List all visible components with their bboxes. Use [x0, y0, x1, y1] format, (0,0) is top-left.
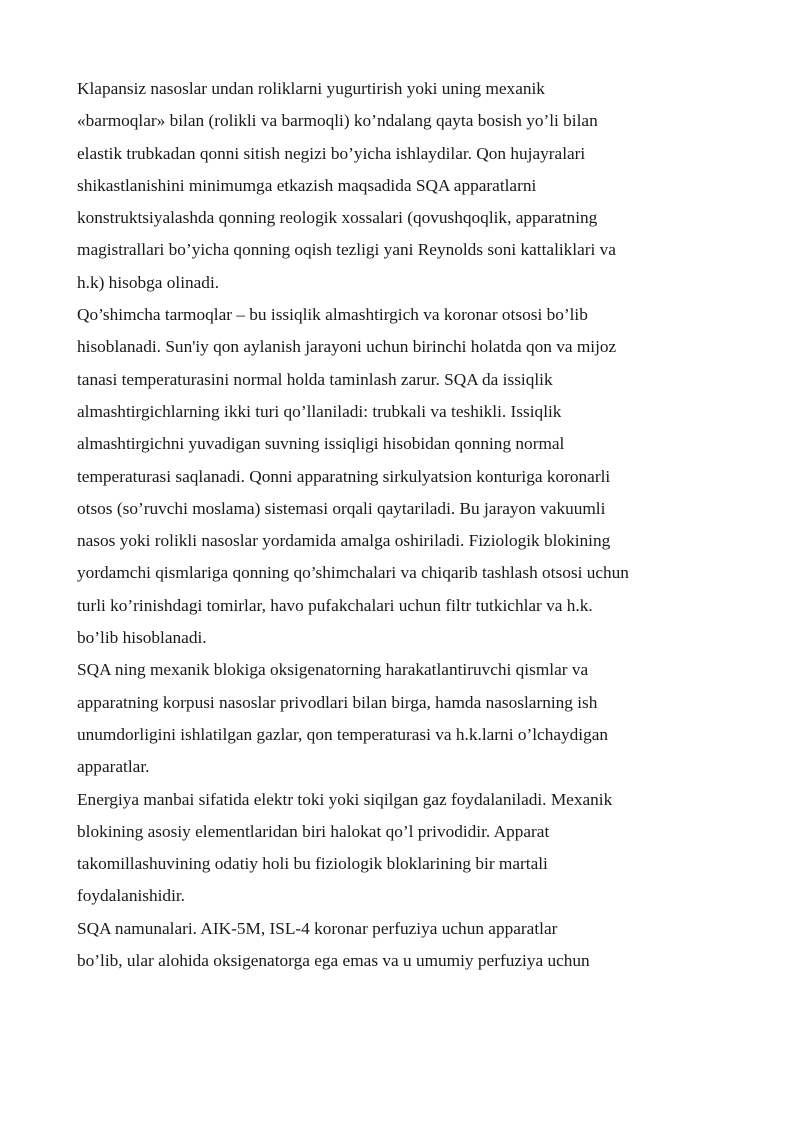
text-line: almashtirgichlarning ikki turi qo’llaniladi: trubkali va teshikli. Issiqlik: [77, 401, 562, 421]
text-line: magistrallari bo’yicha qonning oqish tezligi yani Reynolds soni kattaliklari va: [77, 240, 616, 260]
body-text: [77, 73, 697, 977]
text-line: nasos yoki rolikli nasoslar yordamida amalga oshiriladi. Fiziologik blokining: [77, 531, 611, 551]
text-line: SQA ning mexanik blokiga oksigenatorning harakatlantiruvchi qismlar va: [77, 660, 589, 680]
text-line: Energiya manbai sifatida elektr toki yoki siqilgan gaz foydalaniladi. Mexanik: [77, 789, 613, 809]
text-line: elastik trubkadan qonni sitish negizi bo’yicha ishlaydilar. Qon hujayralari: [77, 143, 586, 163]
text-line: bo’lib, ular alohida oksigenatorga ega emas va u umumiy perfuziya uchun: [77, 951, 590, 971]
text-line: shikastlanishini minimumga etkazish maqsadida SQA apparatlarni: [77, 175, 537, 195]
text-line: h.k) hisobga olinadi.: [77, 272, 220, 292]
text-line: unumdorligini ishlatilgan gazlar, qon temperaturasi va h.k.larni o’lchaydigan: [77, 724, 609, 744]
text-line: temperaturasi saqlanadi. Qonni apparatning sirkulyatsion konturiga koronarli: [77, 466, 611, 486]
text-line: apparatlar.: [77, 757, 150, 777]
text-line: tanasi temperaturasini normal holda taminlash zarur. SQA da issiqlik: [77, 369, 553, 389]
text-line: yordamchi qismlariga qonning qo’shimchalari va chiqarib tashlash otsosi uchun: [77, 563, 629, 583]
text-line: apparatning korpusi nasoslar privodlari bilan birga, hamda nasoslarning ish: [77, 692, 598, 712]
text-line: turli ko’rinishdagi tomirlar, havo pufakchalari uchun filtr tutkichlar va h.k.: [77, 595, 593, 615]
text-line: almashtirgichni yuvadigan suvning issiqligi hisobidan qonning normal: [77, 434, 565, 454]
text-line: blokining asosiy elementlaridan biri halokat qo’l privodidir. Apparat: [77, 821, 550, 841]
text-line: foydalanishidir.: [77, 886, 185, 906]
text-line: Klapansiz nasoslar undan roliklarni yugurtirish yoki uning mexanik: [77, 79, 545, 98]
text-line: takomillashuvining odatiy holi bu fiziologik bloklarining bir martali: [77, 854, 548, 874]
text-line: «barmoqlar» bilan (rolikli va barmoqli) ko’ndalang qayta bosish yo’li bilan: [77, 111, 598, 131]
text-line: bo’lib hisoblanadi.: [77, 628, 207, 648]
text-line: hisoblanadi. Sun'iy qon aylanish jarayoni uchun birinchi holatda qon va mijoz: [77, 337, 617, 357]
text-line: konstruktsiyalashda qonning reologik xossalari (qovushqoqlik, apparatning: [77, 208, 598, 228]
text-line: SQA namunalari. AIK-5M, ISL-4 koronar perfuziya uchun apparatlar: [77, 918, 558, 938]
text-line: otsos (so’ruvchi moslama) sistemasi orqali qaytariladi. Bu jarayon vakuumli: [77, 498, 606, 518]
text-line: Qo’shimcha tarmoqlar – bu issiqlik almashtirgich va koronar otsosi bo’lib: [77, 305, 588, 325]
